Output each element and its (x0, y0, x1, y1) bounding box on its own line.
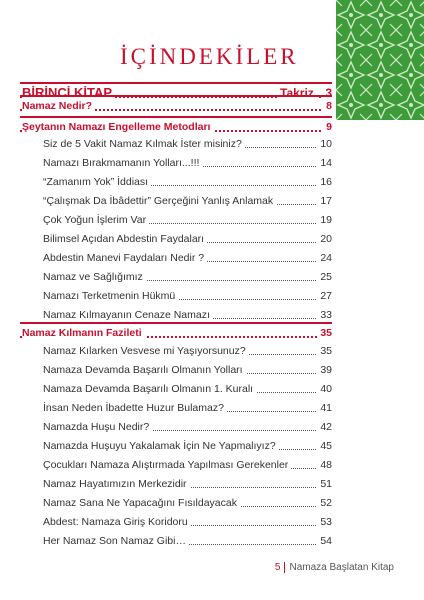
page-number: 51 (317, 478, 332, 490)
toc-title: İÇİNDEKİLER (120, 44, 299, 69)
toc-entry[interactable] (43, 512, 332, 532)
toc-entry[interactable] (43, 229, 332, 249)
entry-label: “Zamanım Yok” İddiası (43, 176, 151, 188)
toc-entry[interactable] (43, 153, 332, 173)
toc-entry[interactable] (43, 531, 332, 551)
page-number: 39 (317, 364, 332, 376)
toc-entry[interactable] (43, 248, 332, 268)
page-number: 8 (323, 100, 332, 112)
page-number: 35 (317, 327, 332, 339)
page-number: 9 (323, 121, 332, 133)
toc-entry[interactable] (43, 379, 332, 399)
entry-label: Namaz Hayatımızın Merkezidir (43, 478, 190, 490)
footer-book-title: Namaza Başlatan Kitap (289, 562, 394, 574)
page-number: 16 (317, 176, 332, 188)
toc-entry[interactable] (43, 286, 332, 306)
page-number: 20 (317, 233, 332, 245)
entry-label: Namaz ve Sağlığımız (43, 271, 146, 283)
page-number: 33 (317, 309, 332, 321)
page-number: 27 (317, 290, 332, 302)
entry-label: Namaza Devamda Başarılı Olmanın Yolları (43, 364, 246, 376)
toc-entry[interactable] (43, 455, 332, 475)
entry-label: Namaz Kılmayanın Cenaze Namazı (43, 309, 213, 321)
page-footer (275, 562, 394, 573)
section-label: Namaz Kılmanın Fazileti (22, 327, 145, 339)
entry-label: Çocukları Namaza Alıştırmada Yapılması Gerekenler (43, 459, 291, 471)
page-number: 25 (317, 271, 332, 283)
page-number: 45 (317, 440, 332, 452)
footer-divider (284, 562, 285, 573)
toc-entry[interactable] (43, 474, 332, 494)
entry-label: “Çalışmak Da İbâdettir” Gerçeğini Yanlış Anlamak (43, 195, 276, 207)
entry-label: Siz de 5 Vakit Namaz Kılmak İster misiniz? (43, 138, 245, 150)
toc-entry[interactable] (43, 172, 332, 192)
toc-entry[interactable] (43, 398, 332, 418)
page-number: 24 (317, 252, 332, 264)
decorative-pattern (336, 0, 424, 120)
entry-label: İnsan Neden İbadette Huzur Bulamaz? (43, 402, 227, 414)
page-number: 53 (317, 516, 332, 528)
entry-label: Her Namaz Son Namaz Gibi… (43, 535, 189, 547)
entry-label: Namazda Huşuyu Yakalamak İçin Ne Yapmalıyız? (43, 440, 279, 452)
entry-label: Abdestin Manevi Faydaları Nedir ? (43, 252, 207, 264)
toc-section[interactable] (20, 95, 332, 117)
section-label: BİRİNCİ KİTAP (22, 85, 115, 100)
toc-entry[interactable] (43, 267, 332, 287)
entry-label: Namazda Huşu Nedir? (43, 421, 152, 433)
page-number: 14 (317, 157, 332, 169)
entry-label: Namazı Bırakmamanın Yolları...!!! (43, 157, 202, 169)
toc-entry[interactable] (43, 360, 332, 380)
page-number: 42 (317, 421, 332, 433)
page-number: 10 (317, 138, 332, 150)
page-number: 19 (317, 214, 332, 226)
page-number: 17 (317, 195, 332, 207)
section-label: Şeytanın Namazı Engelleme Metodları (22, 121, 213, 133)
entry-label: Namaza Devamda Başarılı Olmanın 1. Kuralı (43, 383, 256, 395)
takriz-label: Takriz (277, 86, 317, 100)
page-number: 3 (322, 86, 332, 100)
footer-page-number: 5 (274, 562, 281, 574)
entry-label: Namaz Kılarken Vesvese mi Yaşıyorsunuz? (43, 345, 249, 357)
page-number: 41 (317, 402, 332, 414)
entry-label: Çok Yoğun İşlerim Var (43, 214, 149, 226)
page-number: 54 (317, 535, 332, 547)
page-number: 35 (317, 345, 332, 357)
page-number: 48 (317, 459, 332, 471)
toc-entry[interactable] (43, 134, 332, 154)
page-number: 40 (317, 383, 332, 395)
toc-entry[interactable] (43, 436, 332, 456)
entry-label: Bilimsel Açıdan Abdestin Faydaları (43, 233, 207, 245)
section-label: Namaz Nedir? (22, 100, 95, 112)
entry-label: Namazı Terketmenin Hükmü (43, 290, 178, 302)
entry-label: Namaz Sana Ne Yapacağını Fısıldayacak (43, 497, 240, 509)
toc-entry[interactable] (43, 417, 332, 437)
page-number: 52 (317, 497, 332, 509)
toc-entry[interactable] (43, 191, 332, 211)
toc-entry[interactable] (43, 341, 332, 361)
entry-label: Abdest: Namaza Giriş Koridoru (43, 516, 191, 528)
toc-entry[interactable] (43, 493, 332, 513)
toc-entry[interactable] (43, 210, 332, 230)
